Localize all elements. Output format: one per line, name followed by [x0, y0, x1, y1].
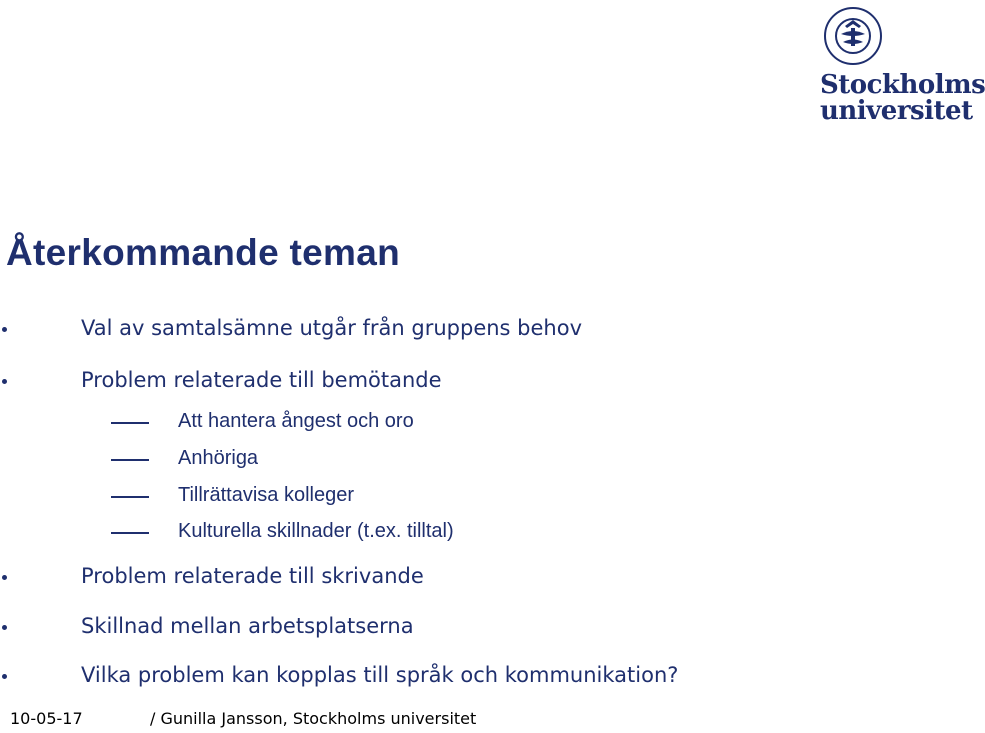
bullet-text: Problem relaterade till bemötande: [81, 368, 442, 392]
bullet-icon: [2, 379, 7, 384]
bullet-icon: [2, 575, 7, 580]
logo-line-2: universitet: [820, 96, 973, 126]
dash-icon: [111, 532, 149, 534]
bullet-icon: [2, 327, 7, 332]
bullet-text: Problem relaterade till skrivande: [81, 564, 424, 588]
sub-item-text: Anhöriga: [178, 447, 259, 469]
bullet-text: Val av samtalsämne utgår från gruppens behov: [81, 316, 583, 340]
logo-line-1: Stockholms: [820, 70, 985, 100]
sub-item-text: Tillrättavisa kolleger: [178, 484, 354, 506]
slide-title: Återkommande teman: [6, 232, 401, 273]
bullet-icon: [2, 674, 7, 679]
footer-author: / Gunilla Jansson, Stockholms universitet: [150, 709, 477, 728]
bullet-text: Vilka problem kan kopplas till språk och kommunikation?: [81, 663, 679, 687]
bullet-text: Skillnad mellan arbetsplatserna: [81, 614, 414, 638]
slide-footer: [10, 709, 477, 728]
sub-item-text: Kulturella skillnader (t.ex. tilltal): [178, 520, 454, 542]
bullet-icon: [2, 625, 7, 630]
footer-date: 10-05-17: [10, 709, 83, 728]
sub-item-text: Att hantera ångest och oro: [178, 410, 414, 432]
dash-icon: [111, 422, 149, 424]
dash-icon: [111, 496, 149, 498]
dash-icon: [111, 459, 149, 461]
